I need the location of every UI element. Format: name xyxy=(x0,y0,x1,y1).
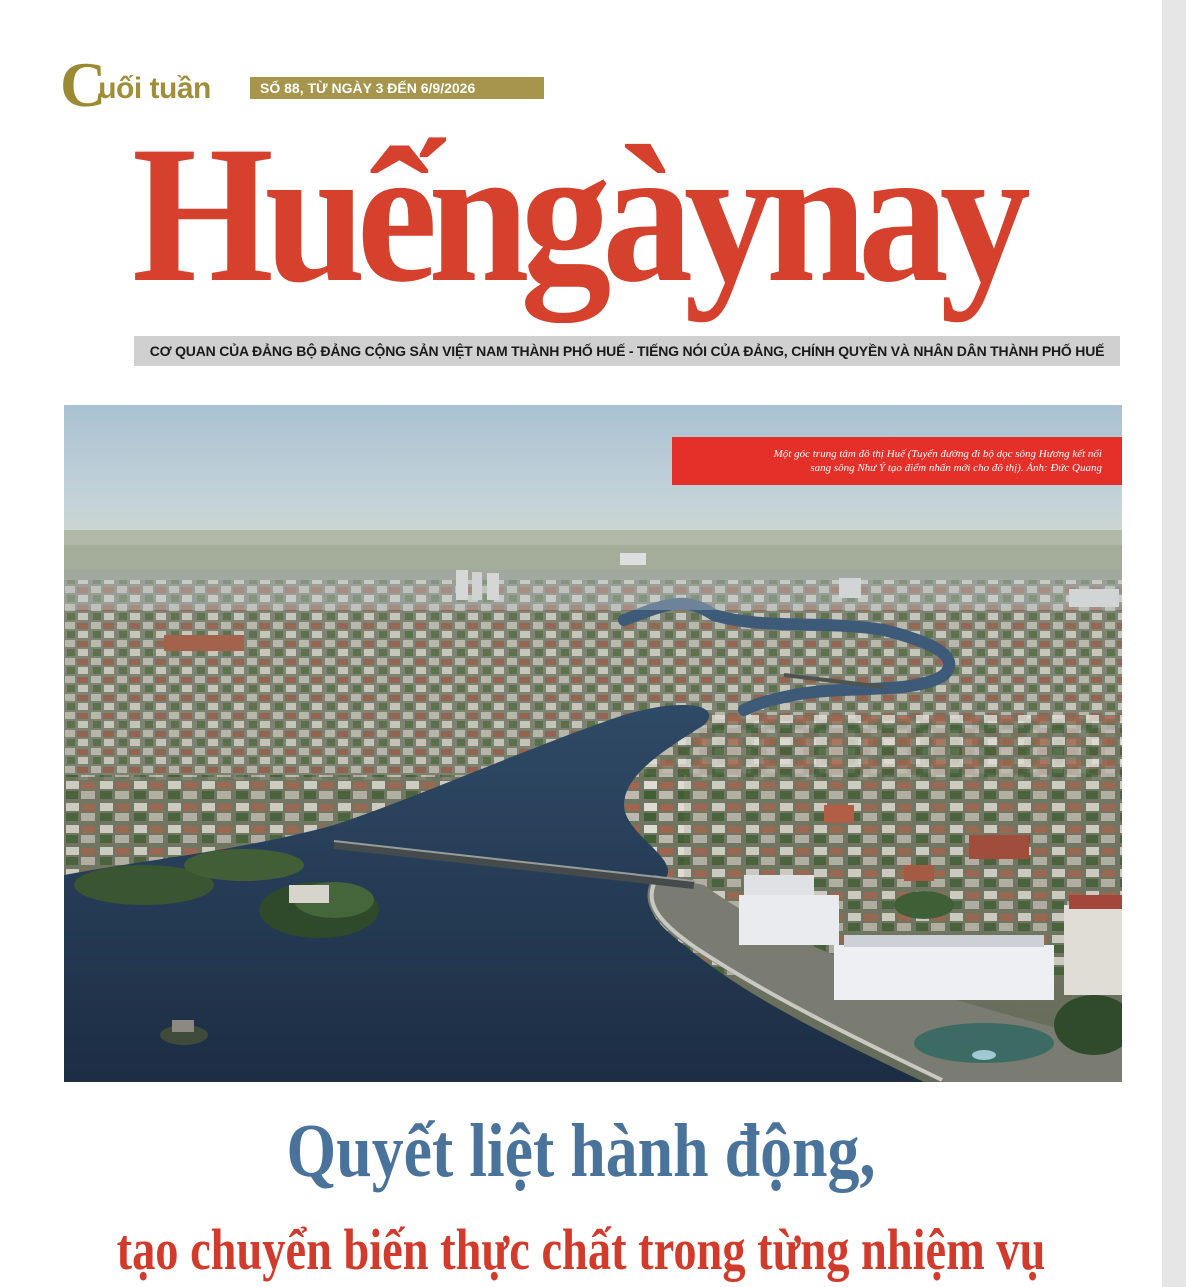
weekend-logo-text: uối tuần xyxy=(98,72,211,105)
aerial-city-river-image xyxy=(64,405,1122,1082)
headline-line-1: Quyết liệt hành động, xyxy=(286,1109,876,1193)
photo-caption xyxy=(672,437,1122,485)
headline-line-2: tạo chuyển biến thực chất trong từng nhiệm vụ xyxy=(116,1217,1046,1282)
issue-info: SỐ 88, TỪ NGÀY 3 ĐẾN 6/9/2026 xyxy=(250,77,544,99)
newspaper-title: Huếngàynay xyxy=(132,106,1022,323)
photo-caption-line-1: Một góc trung tâm đô thị Huế (Tuyến đường đi bộ dọc sông Hương kết nối xyxy=(773,448,1102,460)
weekend-logo-initial: C xyxy=(60,49,107,120)
cover-photo xyxy=(64,405,1122,1082)
tagline: CƠ QUAN CỦA ĐẢNG BỘ ĐẢNG CỘNG SẢN VIỆT NAM THÀNH PHỐ HUẾ - TIẾNG NÓI CỦA ĐẢNG, CHÍNH QUYỀN VÀ NHÂN DÂN THÀNH PHỐ HUẾ xyxy=(134,336,1120,366)
photo-caption-line-2: sang sông Như Ý tạo điểm nhấn mới cho đô thị). Ảnh: Đức Quang xyxy=(810,462,1102,474)
page-margin xyxy=(1162,0,1186,1287)
